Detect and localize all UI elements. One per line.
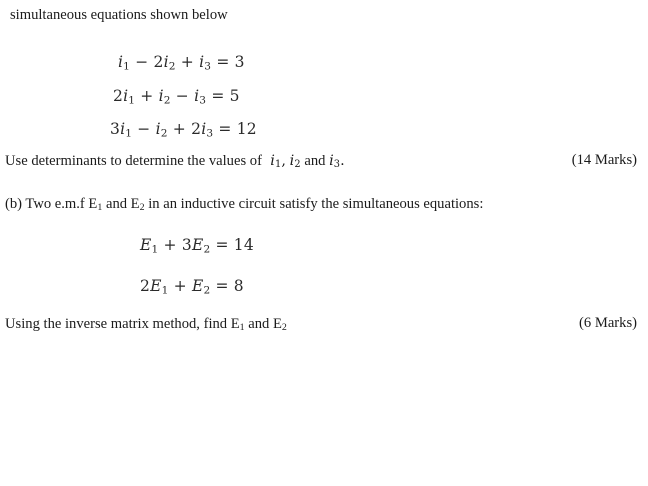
equation-b-1: $E_1 + 3E_2 = 14$ <box>140 236 254 256</box>
instruction-e1-subscript: 1 <box>239 322 245 334</box>
instruction-determinants <box>5 152 345 171</box>
instruction-inverse-text: Using the inverse matrix method, find E <box>5 316 240 332</box>
equation-a-2: $2i_1 + i_2 - i_3 = 5$ <box>113 87 240 107</box>
part-b-statement-text-2: and E <box>102 196 140 212</box>
instruction-e2-subscript: 2 <box>281 322 287 334</box>
part-b-statement-text-3: in an inductive circuit satisfy the simultaneous equations: <box>144 196 484 212</box>
equation-a-1: $i_1 - 2i_2 + i_3 = 3$ <box>118 53 245 73</box>
inline-variable-i2: $i_2$ <box>289 153 301 171</box>
inline-variable-i1: $i_1$, <box>270 153 286 171</box>
inline-variable-i3: $i_3$. <box>329 153 345 171</box>
marks-part-a: (14 Marks) <box>571 152 637 168</box>
part-b-statement <box>5 195 483 215</box>
marks-part-b: (6 Marks) <box>579 315 637 331</box>
part-b-e2-subscript: 2 <box>139 202 145 214</box>
part-b-e1-subscript: 1 <box>97 202 103 214</box>
conjunction-and: and <box>304 153 326 169</box>
part-b-statement-text-1: Two e.m.f E <box>25 196 98 212</box>
watermark-text <box>262 0 429 2</box>
instruction-inverse-matrix <box>5 315 287 335</box>
intro-text-line: simultaneous equations shown below <box>10 7 228 23</box>
equation-a-3: $3i_1 - i_2 + 2i_3 = 12$ <box>110 120 257 140</box>
instruction-inverse-mid: and E <box>244 316 282 332</box>
equation-b-2: $2E_1 + E_2 = 8$ <box>140 277 244 297</box>
part-b-label: (b) <box>5 196 23 212</box>
instruction-determinants-text: Use determinants to determine the values of <box>5 153 262 169</box>
